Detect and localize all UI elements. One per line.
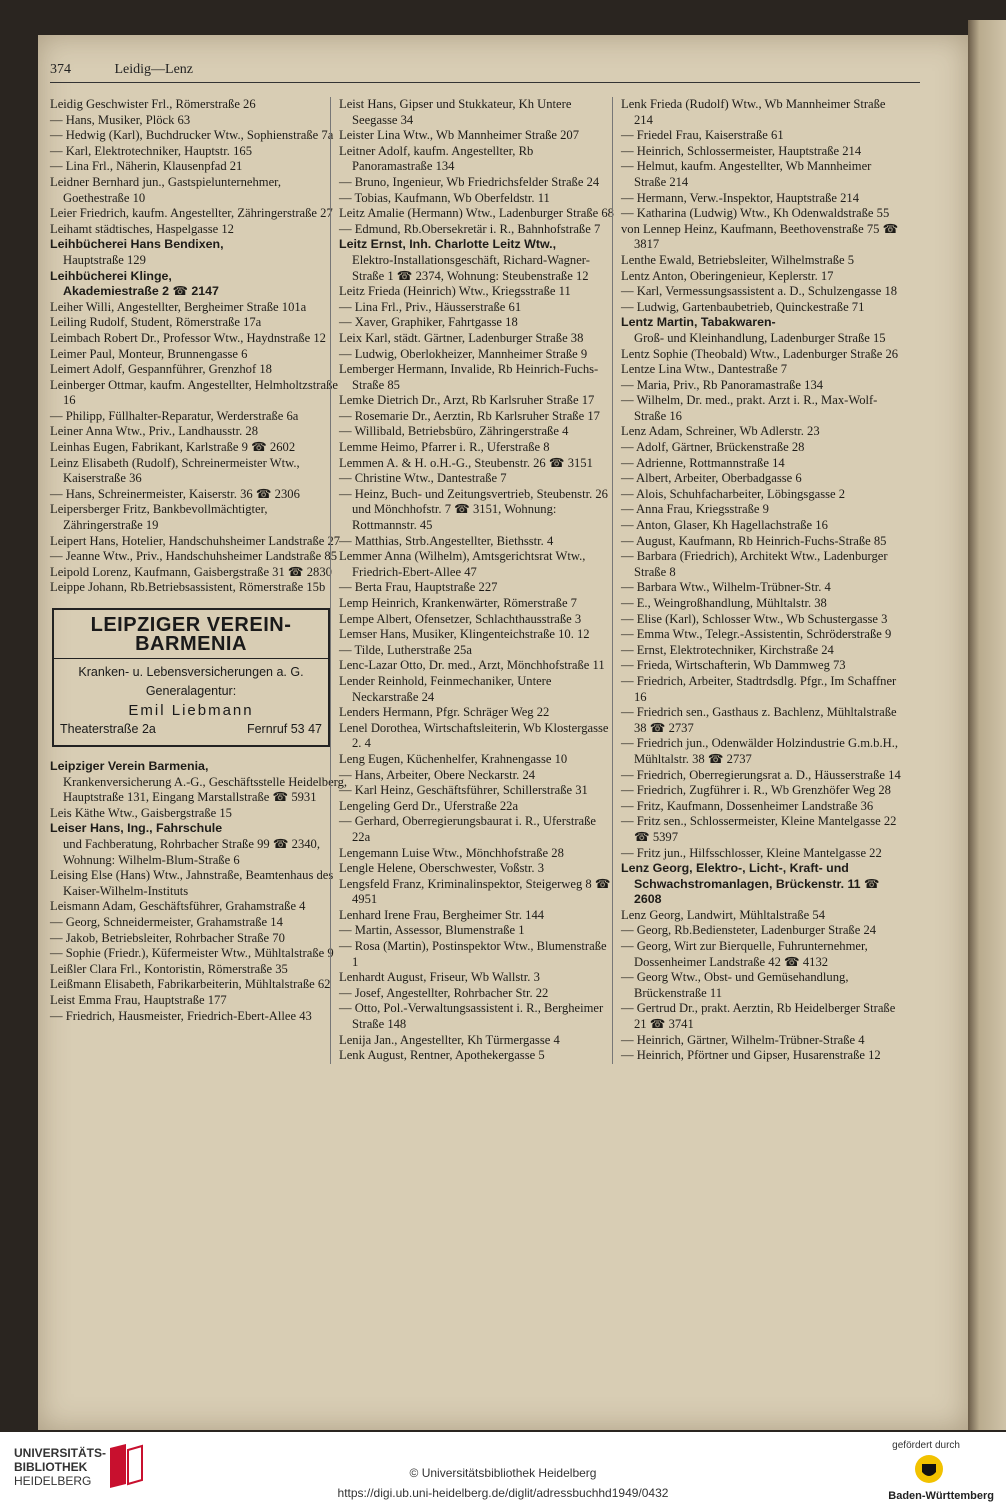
directory-entry: — Otto, Pol.-Verwaltungsassistent i. R., Bergheimer Straße 148 xyxy=(339,1001,604,1032)
directory-entry: Leismann Adam, Geschäftsführer, Grahamstraße 4 xyxy=(50,899,306,914)
directory-entry: Leitz Ernst, Inh. Charlotte Leitz Wtw., xyxy=(339,237,557,252)
directory-entry: — Georg Wtw., Obst- und Gemüsehandlung, Brückenstraße 11 xyxy=(621,970,849,1000)
directory-entry: — Frieda, Wirtschafterin, Wb Dammweg 73 xyxy=(621,658,846,673)
directory-entry: — Tilde, Lutherstraße 25a xyxy=(339,642,472,657)
directory-entry: — Hans, Arbeiter, Obere Neckarstr. 24 xyxy=(339,767,536,782)
directory-entry: Lemser Hans, Musiker, Klingenteichstraße 10. 12 xyxy=(339,627,590,642)
footer-bar xyxy=(0,1432,1006,1506)
directory-entry: — Martin, Assessor, Blumenstraße 1 xyxy=(339,923,525,938)
directory-entry: Lenk Frieda (Rudolf) Wtw., Wb Mannheimer Straße 214 xyxy=(621,97,886,127)
library-line2: BIBLIOTHEK xyxy=(14,1460,88,1474)
directory-entry: Lenders Hermann, Pfgr. Schräger Weg 22 xyxy=(339,705,550,720)
directory-entry: — Fritz sen., Schlossermeister, Kleine Mantelgasse 22 ☎ 5397 xyxy=(621,814,897,844)
directory-entry: — Fritz, Kaufmann, Dossenheimer Landstraße 36 xyxy=(621,798,874,813)
directory-entry: Leidig Geschwister Frl., Römerstraße 26 xyxy=(50,97,256,111)
directory-entry: Leihamt städtisches, Haspelgasse 12 xyxy=(50,221,234,236)
directory-entry: Lemberger Hermann, Invalide, Rb Heinrich-Fuchs-Straße 85 xyxy=(339,362,599,392)
directory-entry: — Ernst, Elektrotechniker, Kirchstraße 24 xyxy=(621,642,834,657)
directory-entry: — E., Weingroßhandlung, Mühltalstr. 38 xyxy=(621,596,827,610)
directory-entry: Leix Karl, städt. Gärtner, Ladenburger Straße 38 xyxy=(339,330,584,345)
directory-entry: — Fritz jun., Hilfsschlosser, Kleine Mantelgasse 22 xyxy=(621,845,882,860)
directory-entry: — Bruno, Ingenieur, Wb Friedrichsfelder Straße 24 xyxy=(339,174,600,189)
directory-entry: Lenz Adam, Schreiner, Wb Adlerstr. 23 xyxy=(621,424,820,439)
directory-entry: und Fachberatung, Rohrbacher Straße 99 ☎ 2340, Wohnung: Wilhelm-Blum-Straße 6 xyxy=(63,836,321,867)
directory-entry: Hauptstraße 129 xyxy=(63,252,146,267)
directory-entry: — Gertrud Dr., prakt. Aerztin, Rb Heidelberger Straße 21 ☎ 3741 xyxy=(621,1001,896,1032)
page-number: 374 xyxy=(50,62,71,77)
directory-entry: — Friedrich sen., Gasthaus z. Bachlenz, Mühltalstraße 38 ☎ 2737 xyxy=(621,705,897,735)
directory-entry: — Jeanne Wtw., Priv., Handschuhsheimer Landstraße 85 xyxy=(50,549,338,564)
directory-entry: Lender Reinhold, Feinmechaniker, Untere Neckarstraße 24 xyxy=(339,673,552,704)
directory-entry: Lenija Jan., Angestellter, Kh Türmergasse 4 xyxy=(339,1032,560,1047)
directory-entry: Leising Else (Hans) Wtw., Jahnstraße, Beamtenhaus des Kaiser-Wilhelm-Instituts xyxy=(50,868,334,898)
directory-entry: Leiser Hans, Ing., Fahrschule xyxy=(50,821,223,836)
directory-entry: — Friedrich jun., Odenwälder Holzindustrie G.m.b.H., Mühltalstr. 38 ☎ 2737 xyxy=(621,736,899,766)
ad-line1: Kranken- u. Lebensversicherungen a. G. xyxy=(78,665,304,679)
directory-entry: — Heinrich, Schlossermeister, Hauptstraße 214 xyxy=(621,143,862,158)
directory-entry: Lenz Georg, Elektro-, Licht-, Kraft- und Schwachstromanlagen, Brückenstr. 11 ☎ 2608 xyxy=(621,861,880,907)
state-crest-icon xyxy=(914,1454,944,1484)
directory-entry: — Helmut, kaufm. Angestellter, Wb Mannheimer Straße 214 xyxy=(621,159,872,189)
directory-entry: — Hans, Musiker, Plöck 63 xyxy=(50,112,191,127)
directory-entry: Lentze Lina Wtw., Dantestraße 7 xyxy=(621,362,788,377)
directory-entry: Leier Friedrich, kaufm. Angestellter, Zähringerstraße 27 xyxy=(50,206,333,221)
directory-entry: — Matthias, Strb.Angestellter, Biethsstr. 4 xyxy=(339,533,554,548)
directory-entry: — Hans, Schreinermeister, Kaiserstr. 36 ☎ 2306 xyxy=(50,486,300,501)
directory-entry: Leng Eugen, Küchenhelfer, Krahnengasse 10 xyxy=(339,751,568,766)
directory-entry: — Ludwig, Gartenbaubetrieb, Quinckestraße 71 xyxy=(621,299,865,314)
directory-entry: Leister Lina Wtw., Wb Mannheimer Straße 207 xyxy=(339,128,580,143)
library-line3: HEIDELBERG xyxy=(14,1474,92,1488)
directory-entry: — Heinrich, Pförtner und Gipser, Husarenstraße 12 xyxy=(621,1048,881,1063)
directory-entry: — Friedrich, Zugführer i. R., Wb Grenzhöfer Weg 28 xyxy=(621,783,891,798)
directory-entry: — Friedrich, Oberregierungsrat a. D., Häusserstraße 14 xyxy=(621,767,901,782)
directory-entry: Leist Emma Frau, Hauptstraße 177 xyxy=(50,992,227,1007)
directory-entry: — Adrienne, Rottmannstraße 14 xyxy=(621,455,785,470)
directory-entry: — Willibald, Betriebsbüro, Zähringerstraße 4 xyxy=(339,424,569,439)
directory-entry: — Georg, Schneidermeister, Grahamstraße 14 xyxy=(50,914,283,929)
directory-entry: Leißler Clara Frl., Kontoristin, Römerstraße 35 xyxy=(50,961,288,976)
directory-entry: Elektro-Installationsgeschäft, Richard-Wagner-Straße 1 ☎ 2374, Wohnung: Steubenstraße 12 xyxy=(352,252,590,283)
directory-entry: — Rosemarie Dr., Aerztin, Rb Karlsruher Straße 17 xyxy=(339,408,600,423)
directory-entry: Lemmen A. & H. o.H.-G., Steubenstr. 26 ☎ 3151 xyxy=(339,455,593,470)
directory-entry: Lentz Anton, Oberingenieur, Keplerstr. 17 xyxy=(621,268,834,283)
directory-entry: Lentz Sophie (Theobald) Wtw., Ladenburger Straße 26 xyxy=(621,346,899,361)
directory-entry: — Gerhard, Oberregierungsbaurat i. R., Uferstraße 22a xyxy=(339,814,597,844)
directory-entry: — Albert, Arbeiter, Oberbadgasse 6 xyxy=(621,471,802,486)
directory-entry: — Karl, Vermessungsassistent a. D., Schulzengasse 18 xyxy=(621,284,898,299)
ad-line2: Generalagentur: xyxy=(145,684,237,698)
ad-name: Emil Liebmann xyxy=(128,702,254,719)
directory-entry: Lenel Dorothea, Wirtschaftsleiterin, Wb Klostergasse 2. 4 xyxy=(339,720,609,751)
directory-entry: Leiher Willi, Angestellter, Bergheimer Straße 101a xyxy=(50,299,307,314)
directory-entry: Leist Hans, Gipser und Stukkateur, Kh Untere Seegasse 34 xyxy=(339,97,572,127)
directory-entry: Leitz Frieda (Heinrich) Wtw., Kriegsstraße 11 xyxy=(339,284,571,299)
ad-brand: LEIPZIGER VEREIN-BARMENIA xyxy=(54,616,328,659)
directory-entry: Lenthe Ewald, Betriebsleiter, Wilhelmstraße 5 xyxy=(621,252,855,267)
directory-entry: Lenhard Irene Frau, Bergheimer Str. 144 xyxy=(339,907,545,922)
directory-entry: Leimert Adolf, Gespannführer, Grenzhof 18 xyxy=(50,362,272,377)
directory-entry: — Barbara Wtw., Wilhelm-Trübner-Str. 4 xyxy=(621,580,831,595)
directory-entry: Leihbücherei Hans Bendixen, xyxy=(50,237,224,252)
directory-entry: Leinberger Ottmar, kaufm. Angestellter, Helmholtzstraße 16 xyxy=(50,377,338,408)
directory-entry: Leipert Hans, Hotelier, Handschuhsheimer Landstraße 27 xyxy=(50,533,341,548)
directory-entry: Lemke Dietrich Dr., Arzt, Rb Karlsruher Straße 17 xyxy=(339,393,595,408)
directory-entry: — Ludwig, Oberlokheizer, Mannheimer Straße 9 xyxy=(339,346,588,361)
directory-entry: Leipziger Verein Barmenia, xyxy=(50,759,209,773)
directory-entry: Leimbach Robert Dr., Professor Wtw., Haydnstraße 12 xyxy=(50,330,326,345)
directory-entry: Leitner Adolf, kaufm. Angestellter, Rb Panoramastraße 134 xyxy=(339,143,534,174)
directory-entry: Lemp Heinrich, Krankenwärter, Römerstraße 7 xyxy=(339,596,577,610)
directory-entry: Lenz Georg, Landwirt, Mühltalstraße 54 xyxy=(621,907,826,922)
ad-address: Theaterstraße 2a xyxy=(60,722,156,736)
directory-entry: — Adolf, Gärtner, Brückenstraße 28 xyxy=(621,440,805,455)
directory-entry: Leitz Amalie (Hermann) Wtw., Ladenburger Straße 68 xyxy=(339,206,614,221)
directory-entry: — Philipp, Füllhalter-Reparatur, Werderstraße 6a xyxy=(50,408,299,423)
page-header xyxy=(50,62,920,83)
directory-entry: — Georg, Wirt zur Bierquelle, Fuhrunternehmer, Dossenheimer Landstraße 42 ☎ 4132 xyxy=(621,939,868,969)
directory-entry: Lentz Martin, Tabakwaren- xyxy=(621,315,776,330)
directory-entry: Lengeling Gerd Dr., Uferstraße 22a xyxy=(339,798,519,813)
directory-entry: Leinz Elisabeth (Rudolf), Schreinermeister Wtw., Kaiserstraße 36 xyxy=(50,455,300,486)
directory-entry: — Heinrich, Gärtner, Wilhelm-Trübner-Straße 4 xyxy=(621,1032,865,1047)
directory-entry: Leipold Lorenz, Kaufmann, Gaisbergstraße 31 ☎ 2830 xyxy=(50,564,332,579)
directory-entry: — August, Kaufmann, Rb Heinrich-Fuchs-Straße 85 xyxy=(621,533,887,548)
directory-entry: — Karl Heinz, Geschäftsführer, Schillerstraße 31 xyxy=(339,783,588,798)
directory-entry: Leidner Bernhard jun., Gastspielunternehmer, Goethestraße 10 xyxy=(50,174,282,205)
directory-entry: — Hedwig (Karl), Buchdrucker Wtw., Sophienstraße 7a xyxy=(50,128,334,143)
directory-entry: von Lennep Heinz, Kaufmann, Beethovenstraße 75 ☎ 3817 xyxy=(621,221,899,252)
directory-entry: Leipersberger Fritz, Bankbevollmächtigter, Zähringerstraße 19 xyxy=(50,502,268,533)
library-line1: UNIVERSITÄTS- xyxy=(14,1446,107,1460)
directory-entry: Lenhardt August, Friseur, Wb Wallstr. 3 xyxy=(339,970,540,985)
directory-entry: Lemmer Anna (Wilhelm), Amtsgerichtsrat Wtw., Friedrich-Ebert-Allee 47 xyxy=(339,549,586,579)
directory-entry: Lengle Helene, Oberschwester, Voßstr. 3 xyxy=(339,861,545,876)
directory-entry: — Friedrich, Arbeiter, Stadtrdsdlg. Pfgr., Im Schaffner 16 xyxy=(621,673,897,704)
advertisement-barmenia xyxy=(52,608,330,747)
directory-entry: — Jakob, Betriebsleiter, Rohrbacher Straße 70 xyxy=(50,930,285,945)
directory-entry: — Emma Wtw., Telegr.-Assistentin, Schröderstraße 9 xyxy=(621,627,892,642)
directory-entry: — Josef, Angestellter, Rohrbacher Str. 22 xyxy=(339,985,549,1000)
column-1 xyxy=(50,97,350,1024)
directory-entry: — Katharina (Ludwig) Wtw., Kh Odenwaldstraße 55 xyxy=(621,206,890,221)
directory-entry: — Anna Frau, Kriegsstraße 9 xyxy=(621,502,769,517)
directory-entry: — Christine Wtw., Dantestraße 7 xyxy=(339,471,507,486)
directory-entry: — Xaver, Graphiker, Fahrtgasse 18 xyxy=(339,315,518,330)
directory-entry: — Berta Frau, Hauptstraße 227 xyxy=(339,580,498,595)
directory-entry: — Hermann, Verw.-Inspektor, Hauptstraße 214 xyxy=(621,190,860,205)
directory-entry: Lemme Heimo, Pfarrer i. R., Uferstraße 8 xyxy=(339,440,550,455)
directory-entry: Leis Käthe Wtw., Gaisbergstraße 15 xyxy=(50,805,232,820)
directory-entry: — Barbara (Friedrich), Architekt Wtw., Ladenburger Straße 8 xyxy=(621,549,888,579)
directory-entry: Lenc-Lazar Otto, Dr. med., Arzt, Mönchhofstraße 11 xyxy=(339,658,605,673)
ad-phone: Fernruf 53 47 xyxy=(246,722,322,736)
directory-entry: — Sophie (Friedr.), Küfermeister Wtw., Mühltalstraße 9 xyxy=(50,946,334,961)
directory-entry: — Lina Frl., Näherin, Klausenpfad 21 xyxy=(50,159,243,174)
directory-entry: — Heinz, Buch- und Zeitungsvertrieb, Steubenstr. 26 und Mönchhofstr. 7 ☎ 3151, Wohnung: Rottmannstr. 45 xyxy=(339,486,608,533)
directory-entry: — Karl, Elektrotechniker, Hauptstr. 165 xyxy=(50,143,252,158)
directory-entry: Lengsfeld Franz, Kriminalinspektor, Steigerweg 8 ☎ 4951 xyxy=(339,876,611,907)
directory-entry: — Anton, Glaser, Kh Hagellachstraße 16 xyxy=(621,518,828,533)
directory-entry: — Tobias, Kaufmann, Wb Oberfeldstr. 11 xyxy=(339,190,550,205)
directory-entry: Leippe Johann, Rb.Betriebsassistent, Römerstraße 15b xyxy=(50,580,326,595)
directory-entry: Groß- und Kleinhandlung, Ladenburger Straße 15 xyxy=(634,330,886,345)
directory-entry: Lempe Albert, Ofensetzer, Schlachthausstraße 3 xyxy=(339,611,582,626)
copyright-notice: © Universitätsbibliothek Heidelberg xyxy=(409,1466,597,1480)
directory-entry: — Edmund, Rb.Obersekretär i. R., Bahnhofstraße 7 xyxy=(339,221,601,236)
column-2 xyxy=(330,97,614,1064)
directory-entry: Leimer Paul, Monteur, Brunnengasse 6 xyxy=(50,346,248,361)
permalink-url[interactable]: https://digi.ub.uni-heidelberg.de/diglit/adressbuchhd1949/0432 xyxy=(337,1486,669,1500)
page-title: Leidig—Lenz xyxy=(114,62,194,77)
directory-entry: — Maria, Priv., Rb Panoramastraße 134 xyxy=(621,377,824,392)
directory-entry: — Alois, Schuhfacharbeiter, Löbingsgasse 2 xyxy=(621,486,846,501)
directory-entry: — Rosa (Martin), Postinspektor Wtw., Blumenstraße 1 xyxy=(339,939,607,969)
directory-entry: Krankenversicherung A.-G., Geschäftsstelle Heidelberg, Hauptstraße 131, Eingang Marstallstraße ☎ 5931 xyxy=(63,774,348,805)
directory-entry: — Georg, Rb.Bediensteter, Ladenburger Straße 24 xyxy=(621,923,877,938)
directory-entry: — Lina Frl., Priv., Häusserstraße 61 xyxy=(339,299,522,314)
directory-entry: Lengemann Luise Wtw., Mönchhofstraße 28 xyxy=(339,845,564,860)
directory-entry: — Elise (Karl), Schlosser Wtw., Wb Schustergasse 3 xyxy=(621,611,888,626)
directory-entry: Lenk August, Rentner, Apothekergasse 5 xyxy=(339,1048,545,1063)
state-name: Baden-Württemberg xyxy=(888,1490,994,1502)
directory-entry: Leihbücherei Klinge, xyxy=(50,268,172,283)
directory-entry: Leiner Anna Wtw., Priv., Landhausstr. 28 xyxy=(50,424,258,439)
adjacent-page-edge xyxy=(968,20,1006,1430)
directory-entry: Akademiestraße 2 ☎ 2147 xyxy=(63,284,219,299)
column-3 xyxy=(612,97,901,1064)
funded-by-label: gefördert durch xyxy=(892,1440,960,1451)
directory-entry: Leiling Rudolf, Student, Römerstraße 17a xyxy=(50,315,262,330)
directory-entry: Leinhas Eugen, Fabrikant, Karlstraße 9 ☎ 2602 xyxy=(50,440,296,455)
directory-entry: — Friedel Frau, Kaiserstraße 61 xyxy=(621,128,784,143)
directory-entry: Leißmann Elisabeth, Fabrikarbeiterin, Mühltalstraße 62 xyxy=(50,977,331,992)
directory-entry: — Wilhelm, Dr. med., prakt. Arzt i. R., Max-Wolf-Straße 16 xyxy=(621,393,878,423)
directory-entry: — Friedrich, Hausmeister, Friedrich-Ebert-Allee 43 xyxy=(50,1008,312,1023)
